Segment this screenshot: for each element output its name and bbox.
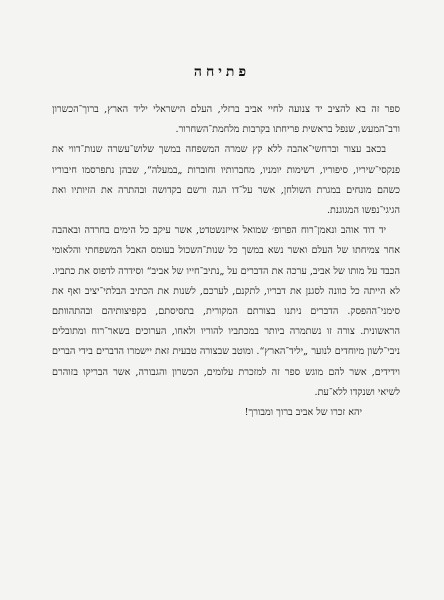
paragraph: בכאב עצור וברחשי־אהבה ללא קץ שמרה המשפחה במשך שלוש־עשרה שנות־דווי את פנקסי־שיריו, סיפוריו, רשימות יומניו, מחברותיו וחוברות „במעלה“, שבהן נתפרסמו חיבוריו כשהם מונחים במגרת השולחן, אשר על־דו הגה ורשם בקדושה ובהתרה את הזיותיו ואת הגיגי־נפשו המגוגנת. xyxy=(52,144,400,217)
paragraph: יד דוד אוהב ונאמן־רוח הפרופ׳ שמואל אייזנשטדט, אשר עיקב כל הימים בחרדה ובאהבה אחר צמיחתו של העלם ואשר נשא במשך כל שנות־השכול בעומס האבל המשפחתי והלאומי הכבד על מותו של אביב, ערכה את הדברים על „נתיב־חייו של אביב“ וסידרה לדפוס את כתביו. לא הייתה כל כוונה לסגנן את דבריו, לתקנם, לערכם, לשנות את הכתיב הבלתי־יציב ואף את סימני־ההפסק. הדברים ניתנו בצורתם המקורית, בתסיסתם, בקפיצותיהם ובהתהוותם הראשונית. צורה זו נשתמרה ביותר במכתביו להוריו ולאחו, הערוכים בשאר־רוח ומתובלים ניבי־לשון מיוחדים לנוער „יליד־הארץ“. ומוטב שבצורה טבעית זאת יישמרו הדברים בידי הברים וידידים, אשר להם מוגש ספר זה למזכרת עלומים, הכשרון והגבורה, אשר הבריקו בזוהרם לשיאי ושנקדו ללא־עת. xyxy=(52,225,400,398)
document-body xyxy=(52,100,400,423)
paragraph: ספר זה בא להציב יד צנועה לחיי אביב ברזלי, העלם הישראלי יליד הארץ, ברוך־הכשרון ורב־המעש, שנפל בראשית פריחתו בקרבות מלחמת־השחרור. xyxy=(52,104,400,136)
page-title: פתיחה xyxy=(193,64,251,80)
closing-line: יהא זכרו של אביב ברוך ומבורך! xyxy=(244,407,362,419)
